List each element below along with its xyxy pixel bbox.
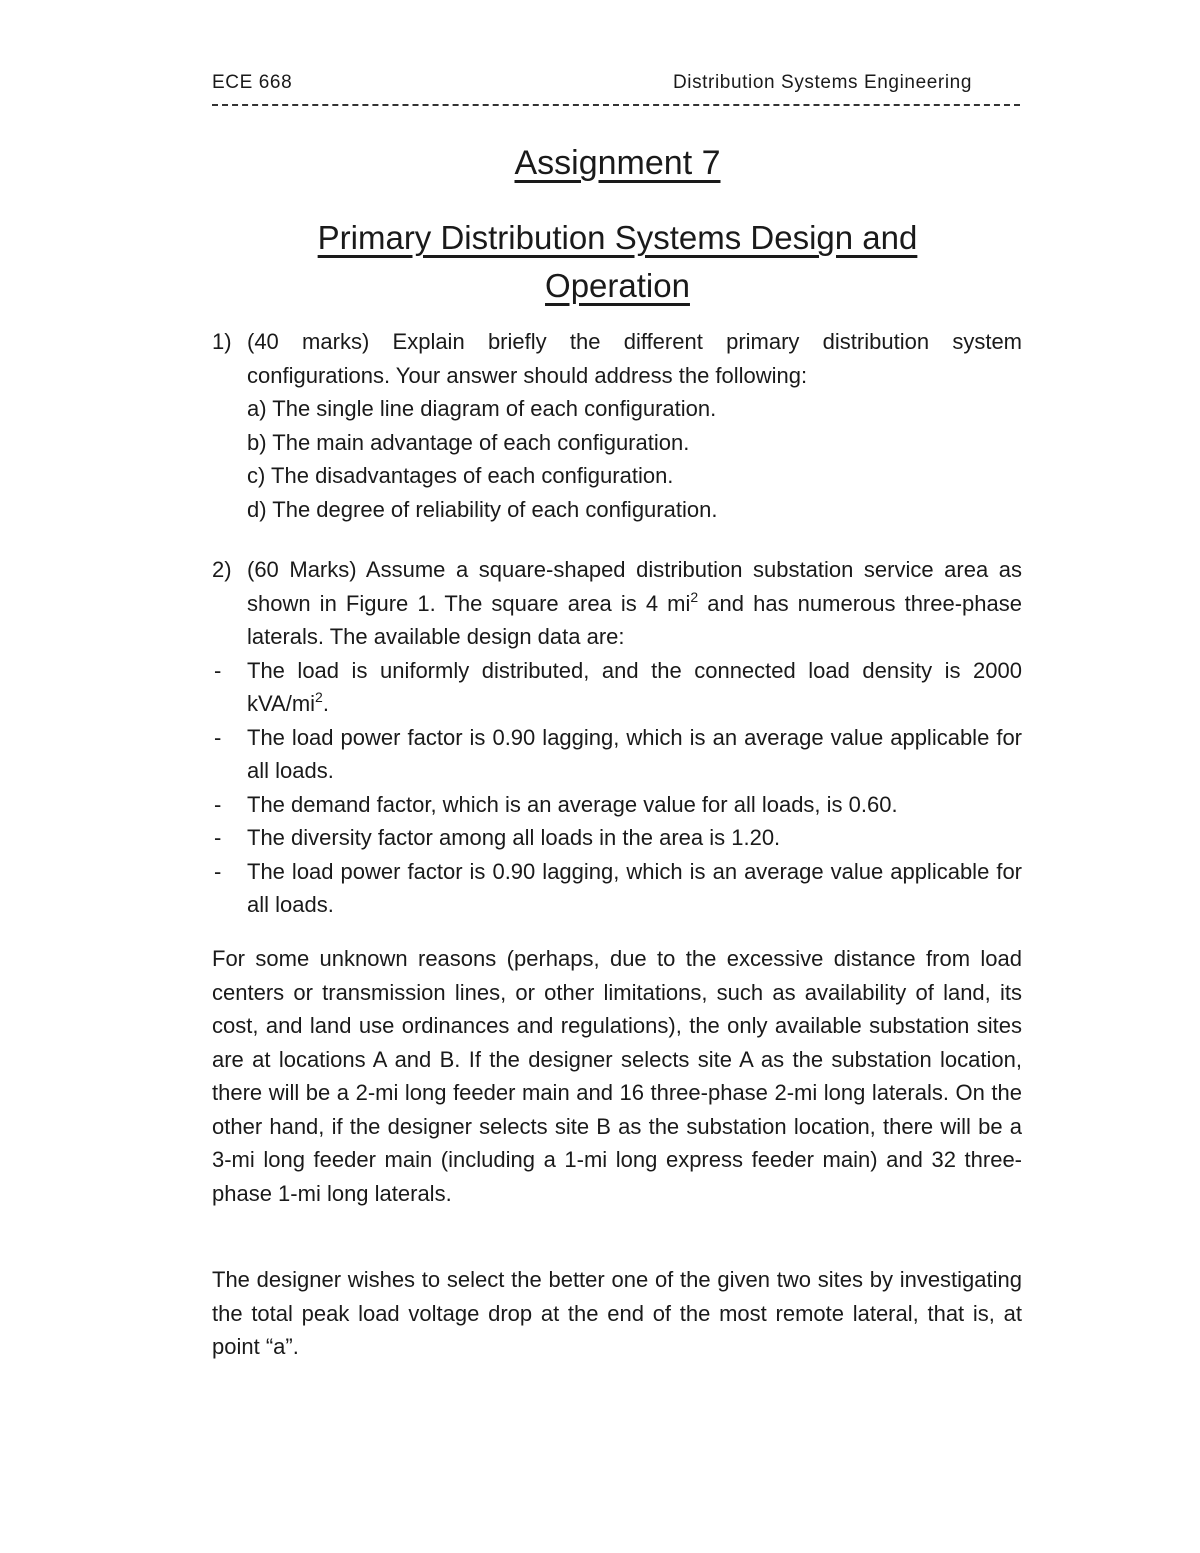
course-subject: Distribution Systems Engineering	[672, 72, 972, 93]
bullet-4-text: The diversity factor among all loads in the area is 1.20.	[247, 825, 781, 850]
question-2-intro-superscript: 2	[690, 588, 699, 605]
bullet-3-text: The demand factor, which is an average value for all loads, is 0.60.	[247, 791, 898, 817]
design-objective	[212, 1263, 1022, 1364]
question-2-intro-text-2: and has numerous three-phase laterals. The available design data are:	[247, 590, 1022, 649]
bullet-text	[247, 654, 1022, 721]
paragraph-sites: For some unknown reasons (perhaps, due to the excessive distance from load centers or transmission lines, or other limitations, such as availability of land, its cost, and land use ordinances and regulations), the only available substation sites are at locations A and B. If the designer selects site A as the substation location, there will be a 2-mi long feeder main and 16 three-phase 2-mi long laterals. On the other hand, if the designer selects site B as the substation location, there will be a 3-mi long feeder main (including a 1-mi long express feeder main) and 32 three-phase 1-mi long laterals.	[212, 946, 1022, 1206]
header-divider	[212, 104, 1020, 106]
bullet-dash: -	[214, 858, 222, 884]
question-1	[212, 325, 1022, 526]
course-code: ECE 668	[212, 72, 293, 93]
assignment-title: Assignment 7	[514, 144, 721, 182]
question-2-intro-text-1: (60 Marks) Assume a square-shaped distribution substation service area as shown in Figure 1. The square area is 4 mi	[247, 557, 1022, 616]
question-2-number: 2)	[212, 557, 232, 582]
bullet-dash: -	[214, 825, 222, 850]
data-bullet-demand-factor	[212, 788, 1022, 822]
assignment-subtitle	[0, 214, 1200, 310]
question-2-item	[212, 553, 1022, 654]
question-1-item	[212, 325, 1022, 526]
bullet-dash: -	[214, 657, 222, 683]
question-1-part-c: c) The disadvantages of each configuration.	[247, 463, 674, 488]
data-bullet-power-factor-repeat	[212, 855, 1022, 922]
question-2	[212, 553, 1022, 922]
question-1-part-d: d) The degree of reliability of each configuration.	[247, 496, 718, 522]
bullet-1-text-1: The load is uniformly distributed, and the connected load density is 2000 kVA/mi	[247, 657, 1022, 716]
paragraph-objective: The designer wishes to select the better one of the given two sites by investigating the total peak load voltage drop at the end of the most remote lateral, that is, at point “a”.	[212, 1267, 1022, 1359]
bullet-dash: -	[214, 724, 222, 750]
subtitle-line-2: Operation	[545, 267, 690, 304]
bullet-dash: -	[214, 791, 222, 817]
bullet-1-superscript: 2	[315, 689, 323, 705]
question-1-number: 1)	[212, 329, 232, 354]
site-description	[212, 942, 1022, 1210]
subtitle-line-1: Primary Distribution Systems Design and	[317, 219, 918, 256]
data-bullet-power-factor	[212, 721, 1022, 788]
bullet-5-text: The load power factor is 0.90 lagging, which is an average value applicable for all loads.	[247, 858, 1022, 917]
data-bullet-load-density	[212, 654, 1022, 721]
bullet-1-text-2: .	[322, 691, 329, 716]
question-2-intro	[247, 553, 1022, 654]
bullet-2-text: The load power factor is 0.90 lagging, which is an average value applicable for all loads.	[247, 724, 1022, 783]
data-bullet-diversity-factor	[212, 821, 1022, 855]
question-1-part-a: a) The single line diagram of each configuration.	[247, 396, 717, 421]
question-1-part-b: b) The main advantage of each configuration.	[247, 429, 690, 455]
question-1-intro: (40 marks) Explain briefly the different primary distribution system configurations. Your answer should address the following:	[247, 329, 1022, 388]
